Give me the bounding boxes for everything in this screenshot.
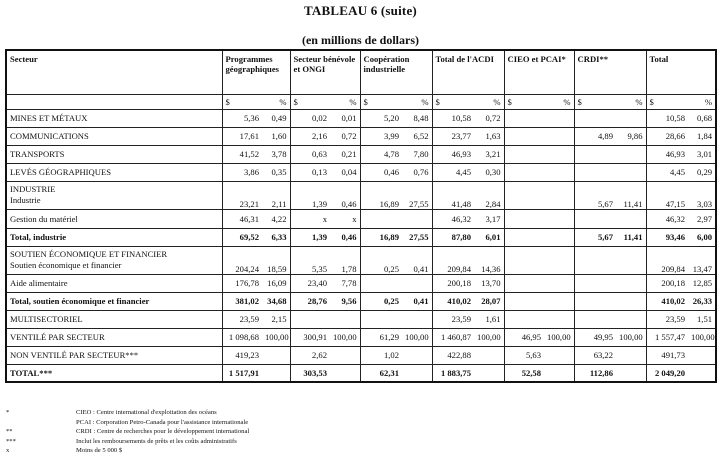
footnote	[6, 418, 249, 428]
table-cell: 69,52	[222, 228, 262, 246]
table-cell	[616, 145, 646, 163]
table-cell: 1,78	[330, 246, 360, 274]
unit-percent: %	[474, 94, 504, 109]
table-cell	[504, 274, 544, 292]
unit-cell	[6, 94, 222, 109]
table-row	[6, 328, 716, 346]
unit-dollar: $	[290, 94, 330, 109]
table-cell: 61,29	[360, 328, 402, 346]
table-cell: 4,89	[574, 127, 616, 145]
table-cell: 46,93	[646, 145, 688, 163]
unit-percent: %	[616, 94, 646, 109]
table-row	[6, 163, 716, 181]
table-cell: 1,51	[688, 310, 716, 328]
table-cell: 16,89	[360, 181, 402, 209]
table-cell: 0,01	[330, 109, 360, 127]
table-cell: 1,39	[290, 228, 330, 246]
table-row	[6, 246, 716, 274]
table-cell	[574, 274, 616, 292]
table-cell: 0,25	[360, 292, 402, 310]
table-cell: 1,02	[360, 346, 402, 364]
col-header: Total	[646, 50, 716, 94]
table-cell	[402, 209, 432, 228]
table-cell: 62,31	[360, 364, 402, 382]
row-sub-label: Industrie	[10, 195, 41, 205]
table-cell	[574, 163, 616, 181]
table-cell: 14,36	[474, 246, 504, 274]
table-cell: 27,55	[402, 228, 432, 246]
table-cell	[402, 364, 432, 382]
footnotes	[6, 408, 249, 456]
table-cell: 2,62	[290, 346, 330, 364]
row-section-label: SOUTIEN ÉCONOMIQUE ET FINANCIER	[10, 249, 168, 259]
table-cell: 11,41	[616, 228, 646, 246]
table-title: TABLEAU 6 (suite)	[304, 3, 417, 18]
table-row	[6, 209, 716, 228]
col-header: Programmes géographiques	[222, 50, 290, 94]
header-row	[6, 50, 716, 94]
table-cell: 46,32	[646, 209, 688, 228]
table-subtitle: (en millions de dollars)	[301, 33, 419, 47]
table-cell: 7,80	[402, 145, 432, 163]
table-cell: 0,46	[330, 228, 360, 246]
table-cell: x	[330, 209, 360, 228]
table-row	[6, 346, 716, 364]
table-cell: 0,29	[688, 163, 716, 181]
table-cell	[544, 109, 574, 127]
table-cell: 3,17	[474, 209, 504, 228]
footnote-mark: x	[6, 447, 10, 454]
unit-row	[6, 94, 716, 109]
table-row	[6, 274, 716, 292]
row-label: NON VENTILÉ PAR SECTEUR***	[6, 346, 222, 364]
table-row	[6, 181, 716, 209]
unit-percent: %	[330, 94, 360, 109]
row-label: LEVÉS GÉOGRAPHIQUES	[6, 163, 222, 181]
table-cell: 0,41	[402, 246, 432, 274]
table-cell: 100,00	[262, 328, 290, 346]
footnote-mark: *	[6, 409, 10, 416]
table-cell	[688, 346, 716, 364]
row-label: Gestion du matériel	[6, 209, 222, 228]
table-cell: 100,00	[688, 328, 716, 346]
unit-percent: %	[544, 94, 574, 109]
table-cell: 34,68	[262, 292, 290, 310]
table-cell: 204,24	[222, 246, 262, 274]
table-cell: 13,70	[474, 274, 504, 292]
table-cell: 1 460,87	[432, 328, 474, 346]
unit-dollar: $	[432, 94, 474, 109]
table-cell: 4,45	[646, 163, 688, 181]
unit-dollar: $	[646, 94, 688, 109]
table-cell	[402, 310, 432, 328]
table-cell	[544, 292, 574, 310]
table-cell: 23,21	[222, 181, 262, 209]
table-cell: 100,00	[402, 328, 432, 346]
table-cell: 9,56	[330, 292, 360, 310]
table-cell: 209,84	[646, 246, 688, 274]
table-cell: 5,67	[574, 228, 616, 246]
table-cell: 0,76	[402, 163, 432, 181]
table-cell	[504, 181, 544, 209]
table-cell	[504, 292, 544, 310]
table-cell: 28,66	[646, 127, 688, 145]
footnote-mark: **	[6, 428, 13, 435]
table-cell: 0,04	[330, 163, 360, 181]
table-cell	[360, 310, 402, 328]
table-cell	[504, 228, 544, 246]
table-cell: 10,58	[432, 109, 474, 127]
table-cell	[504, 109, 544, 127]
table-cell: 10,58	[646, 109, 688, 127]
table-cell: 28,07	[474, 292, 504, 310]
table-cell: 6,01	[474, 228, 504, 246]
unit-dollar: $	[222, 94, 262, 109]
table-cell	[504, 209, 544, 228]
table-cell	[504, 127, 544, 145]
table-cell: 176,78	[222, 274, 262, 292]
table-cell	[544, 364, 574, 382]
table-cell	[616, 209, 646, 228]
table-cell	[402, 274, 432, 292]
table-cell: 4,78	[360, 145, 402, 163]
table-cell	[544, 246, 574, 274]
table-cell: 23,59	[222, 310, 262, 328]
table-cell	[616, 346, 646, 364]
table-cell: 2,15	[262, 310, 290, 328]
table-cell: 8,48	[402, 109, 432, 127]
table-cell	[360, 209, 402, 228]
table-cell: 200,18	[432, 274, 474, 292]
table-cell: 0,02	[290, 109, 330, 127]
table-cell: 27,55	[402, 181, 432, 209]
table-cell: 23,59	[646, 310, 688, 328]
table-cell	[574, 209, 616, 228]
table-cell: 410,02	[646, 292, 688, 310]
table-cell: 1,63	[474, 127, 504, 145]
table-cell	[616, 274, 646, 292]
table-cell: 23,59	[432, 310, 474, 328]
footnote	[6, 446, 249, 456]
table-cell: 0,21	[330, 145, 360, 163]
unit-dollar: $	[504, 94, 544, 109]
col-header: Secteur bénévole et ONGI	[290, 50, 360, 94]
table-cell	[616, 292, 646, 310]
table-cell: 1 517,91	[222, 364, 262, 382]
table-cell	[504, 163, 544, 181]
table-cell: 100,00	[616, 328, 646, 346]
table-cell: 17,61	[222, 127, 262, 145]
table-cell: 2 049,20	[646, 364, 688, 382]
table-cell	[574, 145, 616, 163]
table-cell: 16,09	[262, 274, 290, 292]
table-cell: 18,59	[262, 246, 290, 274]
table-cell	[330, 364, 360, 382]
table-cell: 1,61	[474, 310, 504, 328]
table-row	[6, 364, 716, 382]
table-cell: 28,76	[290, 292, 330, 310]
table-cell: 6,00	[688, 228, 716, 246]
table-cell	[544, 228, 574, 246]
table-cell: 41,52	[222, 145, 262, 163]
footnote-mark	[6, 418, 76, 428]
table-cell: 303,53	[290, 364, 330, 382]
table-cell: 100,00	[474, 328, 504, 346]
table-row	[6, 292, 716, 310]
table-cell	[544, 310, 574, 328]
table-cell	[574, 310, 616, 328]
table-row	[6, 145, 716, 163]
row-label: MINES ET MÉTAUX	[6, 109, 222, 127]
table-cell: 0,13	[290, 163, 330, 181]
table-cell	[616, 364, 646, 382]
row-label: MULTISECTORIEL	[6, 310, 222, 328]
table-cell: 5,67	[574, 181, 616, 209]
row-label: COMMUNICATIONS	[6, 127, 222, 145]
data-table	[5, 49, 717, 383]
table-cell	[474, 346, 504, 364]
table-cell	[616, 246, 646, 274]
table-cell: 422,88	[432, 346, 474, 364]
row-sub-label: Soutien économique et financier	[10, 260, 122, 270]
table-cell	[574, 109, 616, 127]
table-cell	[504, 246, 544, 274]
table-cell: 1 883,75	[432, 364, 474, 382]
col-header: CIEO et PCAI*	[504, 50, 574, 94]
table-cell: 52,58	[504, 364, 544, 382]
table-cell: 100,00	[330, 328, 360, 346]
table-cell	[360, 274, 402, 292]
table-row	[6, 310, 716, 328]
col-header: Coopération industrielle	[360, 50, 432, 94]
row-label	[6, 181, 222, 209]
table-cell: 1 557,47	[646, 328, 688, 346]
unit-percent: %	[402, 94, 432, 109]
table-cell: 5,35	[290, 246, 330, 274]
table-cell	[544, 163, 574, 181]
table-cell: 9,86	[616, 127, 646, 145]
table-cell	[544, 274, 574, 292]
table-row	[6, 109, 716, 127]
table-cell: 3,86	[222, 163, 262, 181]
table-cell: 2,84	[474, 181, 504, 209]
table-cell	[262, 364, 290, 382]
table-cell: 0,49	[262, 109, 290, 127]
table-cell: 5,36	[222, 109, 262, 127]
table-cell: 23,40	[290, 274, 330, 292]
table-cell: 7,78	[330, 274, 360, 292]
unit-dollar: $	[360, 94, 402, 109]
footnote	[6, 437, 249, 447]
table-cell: 0,46	[330, 181, 360, 209]
table-cell	[574, 292, 616, 310]
table-cell: 12,85	[688, 274, 716, 292]
table-cell: 2,16	[290, 127, 330, 145]
table-cell: 16,89	[360, 228, 402, 246]
table-cell	[474, 364, 504, 382]
table-cell: 0,30	[474, 163, 504, 181]
table-cell	[688, 364, 716, 382]
table-cell	[616, 163, 646, 181]
table-cell: 1,84	[688, 127, 716, 145]
table-cell	[544, 127, 574, 145]
table-cell: 23,77	[432, 127, 474, 145]
col-header: CRDI**	[574, 50, 646, 94]
table-cell: 3,78	[262, 145, 290, 163]
footnote-text: Moins de 5 000 $	[76, 447, 123, 454]
table-row	[6, 127, 716, 145]
unit-percent: %	[262, 94, 290, 109]
footnote-text: CRDI : Centre de recherches pour le développement international	[76, 428, 250, 435]
table-cell: 46,32	[432, 209, 474, 228]
row-section-label: INDUSTRIE	[10, 184, 56, 194]
table-cell: 3,21	[474, 145, 504, 163]
table-cell: 3,03	[688, 181, 716, 209]
table-cell: 381,02	[222, 292, 262, 310]
table-cell: 0,63	[290, 145, 330, 163]
table-cell: 49,95	[574, 328, 616, 346]
footnote	[6, 408, 249, 418]
table-cell: 300,91	[290, 328, 330, 346]
table-cell	[616, 109, 646, 127]
table-cell: 46,31	[222, 209, 262, 228]
col-header: Total de l'ACDI	[432, 50, 504, 94]
table-cell: 26,33	[688, 292, 716, 310]
table-cell	[544, 145, 574, 163]
table-cell	[504, 145, 544, 163]
table-cell: 6,33	[262, 228, 290, 246]
table-cell: 13,47	[688, 246, 716, 274]
footnote-text: CIEO : Centre international d'exploitation des océans	[76, 409, 217, 416]
table-cell	[504, 310, 544, 328]
unit-dollar: $	[574, 94, 616, 109]
table-cell: 1 098,68	[222, 328, 262, 346]
table-cell	[330, 346, 360, 364]
table-cell: x	[290, 209, 330, 228]
table-cell: 0,25	[360, 246, 402, 274]
unit-percent: %	[688, 94, 716, 109]
footnote-text: Inclut les remboursements de prêts et les coûts administratifs	[76, 437, 237, 445]
table-cell: 93,46	[646, 228, 688, 246]
table-cell: 5,63	[504, 346, 544, 364]
footnote-mark: ***	[6, 437, 16, 445]
table-cell: 4,45	[432, 163, 474, 181]
footnote	[6, 427, 249, 437]
table-cell	[616, 310, 646, 328]
table-cell: 2,11	[262, 181, 290, 209]
row-label: TRANSPORTS	[6, 145, 222, 163]
table-cell: 63,22	[574, 346, 616, 364]
table-cell: 3,99	[360, 127, 402, 145]
table-cell: 0,72	[330, 127, 360, 145]
table-cell: 3,01	[688, 145, 716, 163]
table-cell	[544, 181, 574, 209]
table-cell: 0,46	[360, 163, 402, 181]
col-header: Secteur	[6, 50, 222, 94]
footnote-text: PCAI : Corporation Petro-Canada pour l'assistance internationale	[76, 418, 249, 426]
row-label: Aide alimentaire	[6, 274, 222, 292]
table-cell: 112,86	[574, 364, 616, 382]
table-cell	[330, 310, 360, 328]
table-cell: 0,35	[262, 163, 290, 181]
row-label	[6, 246, 222, 274]
table-cell: 87,80	[432, 228, 474, 246]
table-cell: 4,22	[262, 209, 290, 228]
table-cell	[262, 346, 290, 364]
table-cell	[574, 246, 616, 274]
table-cell: 47,15	[646, 181, 688, 209]
row-label: TOTAL***	[6, 364, 222, 382]
table-cell: 0,41	[402, 292, 432, 310]
table-cell: 0,68	[688, 109, 716, 127]
table-cell: 5,20	[360, 109, 402, 127]
table-cell: 41,48	[432, 181, 474, 209]
table-cell: 46,95	[504, 328, 544, 346]
table-cell: 410,02	[432, 292, 474, 310]
table-cell: 1,60	[262, 127, 290, 145]
table-cell: 100,00	[544, 328, 574, 346]
row-label: Total, industrie	[6, 228, 222, 246]
table-cell: 0,72	[474, 109, 504, 127]
table-cell: 419,23	[222, 346, 262, 364]
table-cell: 1,39	[290, 181, 330, 209]
table-cell: 6,52	[402, 127, 432, 145]
table-cell: 46,93	[432, 145, 474, 163]
row-label: Total, soutien économique et financier	[6, 292, 222, 310]
table-cell	[402, 346, 432, 364]
row-label: VENTILÉ PAR SECTEUR	[6, 328, 222, 346]
table-cell: 11,41	[616, 181, 646, 209]
table-cell: 209,84	[432, 246, 474, 274]
table-cell	[544, 346, 574, 364]
table-cell: 491,73	[646, 346, 688, 364]
table-cell	[544, 209, 574, 228]
table-cell: 200,18	[646, 274, 688, 292]
table-cell	[290, 310, 330, 328]
table-cell: 2,97	[688, 209, 716, 228]
table-row	[6, 228, 716, 246]
